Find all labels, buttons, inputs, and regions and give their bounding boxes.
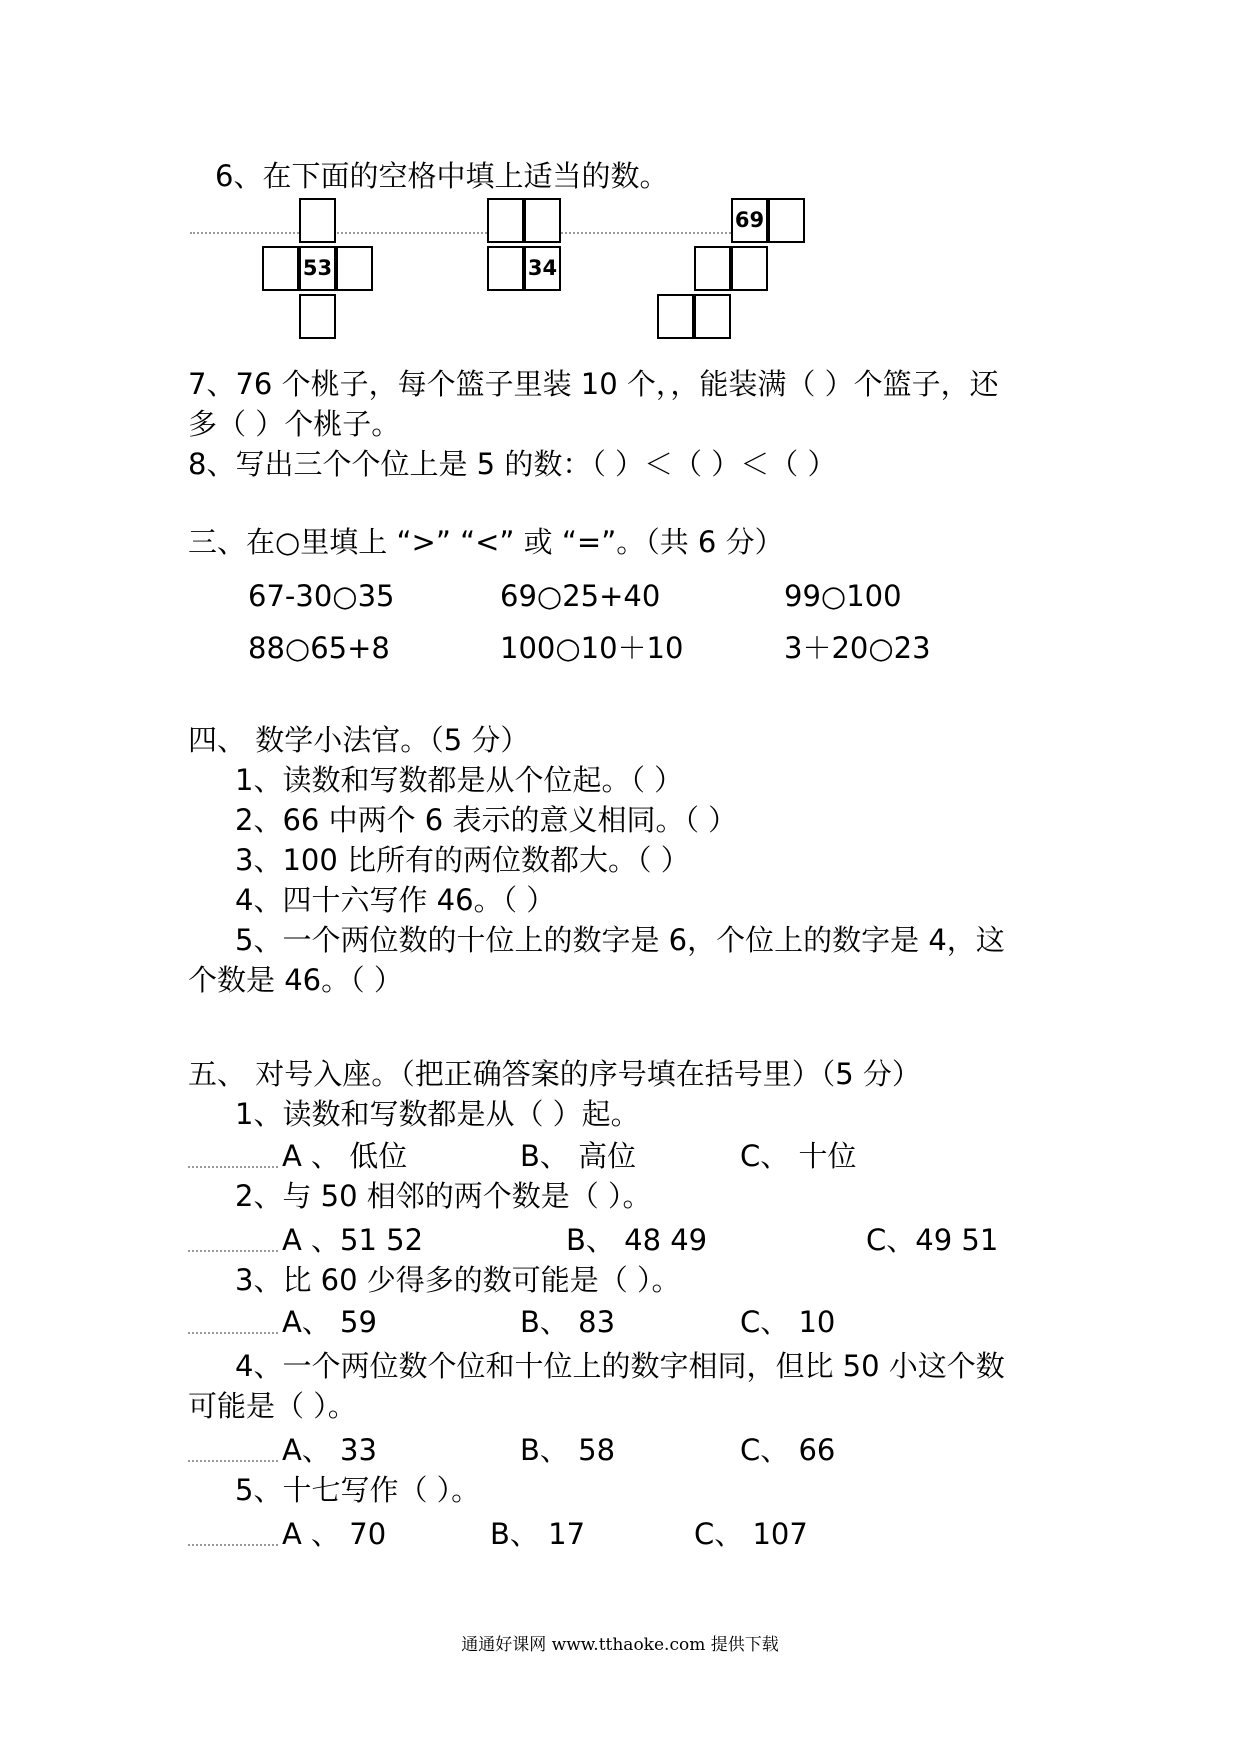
option-a: A 、51 52 xyxy=(282,1223,424,1257)
option-b: B、 48 49 xyxy=(566,1223,708,1257)
grid-cell-known: 34 xyxy=(524,246,561,291)
dotted-guide xyxy=(188,1250,278,1252)
option-a: A 、 低位 xyxy=(282,1139,408,1173)
compare-item: 69○25+40 xyxy=(500,579,661,613)
option-c: C、49 51 xyxy=(866,1223,999,1257)
option-c: C、 10 xyxy=(740,1305,836,1339)
choice-question-1: 1、读数和写数都是从（ ）起。 xyxy=(235,1097,640,1131)
dotted-guide xyxy=(188,1460,278,1462)
grid-cell xyxy=(694,294,731,339)
section-5-title: 五、 对号入座。（把正确答案的序号填在括号里）（5 分） xyxy=(188,1057,921,1091)
choice-question-5: 5、十七写作（ ）。 xyxy=(235,1473,481,1507)
option-b: B、 高位 xyxy=(520,1139,637,1173)
grid-cell-known: 69 xyxy=(731,198,768,243)
judge-item-1: 1、读数和写数都是从个位起。（ ） xyxy=(235,763,684,797)
choice-question-2: 2、与 50 相邻的两个数是（ ）。 xyxy=(235,1179,652,1213)
footer-credit: 通通好课网 www.tthaoke.com 提供下载 xyxy=(461,1635,779,1655)
option-a: A、 59 xyxy=(282,1305,377,1339)
choice-question-3: 3、比 60 少得多的数可能是（ ）。 xyxy=(235,1263,681,1297)
compare-item: 99○100 xyxy=(784,579,902,613)
compare-item: 67-30○35 xyxy=(248,579,395,613)
compare-item: 3＋20○23 xyxy=(784,631,931,665)
dotted-guide xyxy=(188,1332,278,1334)
grid-cell-known: 53 xyxy=(299,246,336,291)
option-a: A、 33 xyxy=(282,1433,377,1467)
grid-cell xyxy=(694,246,731,291)
judge-item-5-line2: 个数是 46。（ ） xyxy=(188,963,403,997)
option-b: B、 83 xyxy=(520,1305,616,1339)
dotted-guide xyxy=(188,1544,278,1546)
compare-item: 100○10＋10 xyxy=(500,631,684,665)
option-c: C、 107 xyxy=(694,1517,808,1551)
question-6: 6、在下面的空格中填上适当的数。 xyxy=(215,159,669,193)
judge-item-4: 4、四十六写作 46。（ ） xyxy=(235,883,556,917)
grid-cell xyxy=(768,198,805,243)
grid-cell xyxy=(487,198,524,243)
choice-question-4-line2: 可能是（ ）。 xyxy=(188,1389,357,1423)
judge-item-2: 2、66 中两个 6 表示的意义相同。（ ） xyxy=(235,803,738,837)
question-7-line2: 多（ ）个桃子。 xyxy=(188,407,401,441)
section-4-title: 四、 数学小法官。（5 分） xyxy=(188,723,530,757)
grid-cell xyxy=(524,198,561,243)
section-3-title: 三、在○里填上 “>” “<” 或 “=”。（共 6 分） xyxy=(188,525,784,559)
judge-item-3: 3、100 比所有的两位数都大。（ ） xyxy=(235,843,690,877)
option-c: C、 66 xyxy=(740,1433,836,1467)
judge-item-5: 5、一个两位数的十位上的数字是 6，个位上的数字是 4，这 xyxy=(235,923,1005,957)
grid-cell xyxy=(299,294,336,339)
compare-item: 88○65+8 xyxy=(248,631,390,665)
grid-cell xyxy=(299,198,336,243)
option-c: C、 十位 xyxy=(740,1139,857,1173)
option-b: B、 17 xyxy=(490,1517,586,1551)
grid-cell xyxy=(731,246,768,291)
dotted-guide xyxy=(188,1166,278,1168)
question-8: 8、写出三个个位上是 5 的数：（ ）＜（ ）＜（ ） xyxy=(188,447,837,481)
dotted-guide xyxy=(190,232,750,234)
grid-cell xyxy=(336,246,373,291)
grid-cell xyxy=(487,246,524,291)
grid-cell xyxy=(262,246,299,291)
grid-cell xyxy=(657,294,694,339)
option-a: A 、 70 xyxy=(282,1517,387,1551)
option-b: B、 58 xyxy=(520,1433,616,1467)
choice-question-4: 4、一个两位数个位和十位上的数字相同，但比 50 小这个数 xyxy=(235,1349,1005,1383)
question-7-line1: 7、76 个桃子，每个篮子里装 10 个，，能装满（ ）个篮子，还 xyxy=(188,367,999,401)
